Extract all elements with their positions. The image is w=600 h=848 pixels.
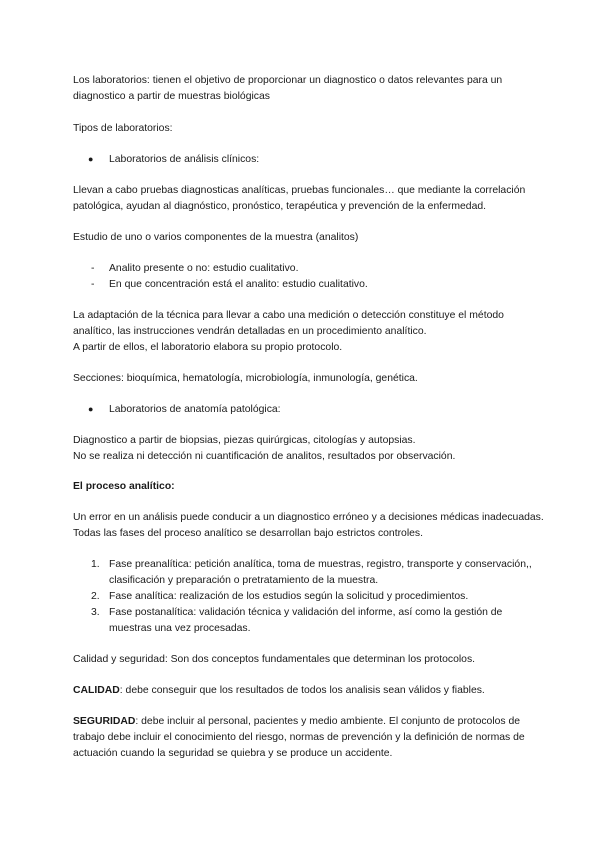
calidad-label: CALIDAD — [73, 685, 120, 696]
fase-1-line-2: clasificación y preparación o pretratamiento de la muestra. — [109, 575, 379, 586]
adaptacion-line-1: La adaptación de la técnica para llevar a cabo una medición o detección constituye el método — [73, 310, 504, 321]
seguridad-label: SEGURIDAD — [73, 716, 136, 727]
estudio-text: Estudio de uno o varios componentes de la muestra (analitos) — [73, 232, 359, 243]
seguridad-text: : debe incluir al personal, pacientes y medio ambiente. El conjunto de protocolos de — [135, 716, 521, 727]
seguridad-line-3: actuación cuando la seguridad se quiebra y se produce un accidente. — [73, 748, 393, 759]
bullet-anatomia: Laboratorios de anatomía patológica: — [109, 404, 281, 415]
bullet-marker: ● — [88, 154, 94, 164]
anatomia-line-2: No se realiza ni detección ni cuantificación de analitos, resultados por observación. — [73, 451, 456, 462]
dash-item-1: Analito presente o no: estudio cualitativo. — [109, 263, 299, 274]
fase-1-line-1: Fase preanalítica: petición analítica, toma de muestras, registro, transporte y conservación,, — [109, 559, 532, 570]
fase-number: 3. — [91, 607, 100, 618]
intro-line-1: Los laboratorios: tienen el objetivo de proporcionar un diagnostico o datos relevantes para un — [73, 75, 503, 86]
proceso-line-1: Un error en un análisis puede conducir a un diagnostico erróneo y a decisiones médicas inadecuadas. — [73, 512, 544, 523]
secciones-text: Secciones: bioquímica, hematología, microbiología, inmunología, genética. — [73, 373, 418, 384]
adaptacion-line-2: analítico, las instrucciones vendrán detalladas en un procedimiento analítico. — [73, 326, 427, 337]
anatomia-line-1: Diagnostico a partir de biopsias, piezas quirúrgicas, citologías y autopsias. — [73, 435, 416, 446]
fase-2-line-1: Fase analítica: realización de los estudios según la solicitud y procedimientos. — [109, 591, 469, 602]
seguridad-line-2: trabajo debe incluir el conocimiento del riesgo, normas de prevención y la definición de normas de — [73, 732, 525, 743]
calidad-paragraph — [73, 682, 543, 699]
dash-marker: - — [91, 279, 95, 290]
bullet-marker: ● — [88, 404, 94, 414]
fase-number: 2. — [91, 591, 100, 602]
seguridad-line-1 — [73, 713, 543, 730]
dash-marker: - — [91, 263, 95, 274]
fase-number: 1. — [91, 559, 100, 570]
intro-line-2: diagnostico a partir de muestras biológicas — [73, 91, 270, 102]
dash-item-2: En que concentración está el analito: estudio cualitativo. — [109, 279, 368, 290]
tipos-heading: Tipos de laboratorios: — [73, 123, 173, 134]
proceso-line-2: Todas las fases del proceso analítico se desarrollan bajo estrictos controles. — [73, 528, 424, 539]
fase-3-line-1: Fase postanalítica: validación técnica y validación del informe, así como la gestión de — [109, 607, 503, 618]
fase-3-line-2: muestras una vez procesadas. — [109, 623, 251, 634]
calidad-text: : debe conseguir que los resultados de todos los analisis sean válidos y fiables. — [119, 685, 485, 696]
calidad-seguridad-text: Calidad y seguridad: Son dos conceptos fundamentales que determinan los protocolos. — [73, 654, 476, 665]
clinicos-line-1: Llevan a cabo pruebas diagnosticas analíticas, pruebas funcionales… que mediante la correlación — [73, 185, 526, 196]
bullet-clinicos: Laboratorios de análisis clínicos: — [109, 154, 260, 165]
proceso-heading: El proceso analítico: — [73, 481, 175, 492]
clinicos-line-2: patológica, ayudan al diagnóstico, pronóstico, terapéutica y prevención de la enfermedad. — [73, 201, 487, 212]
adaptacion-line-3: A partir de ellos, el laboratorio elabora su propio protocolo. — [73, 342, 343, 353]
